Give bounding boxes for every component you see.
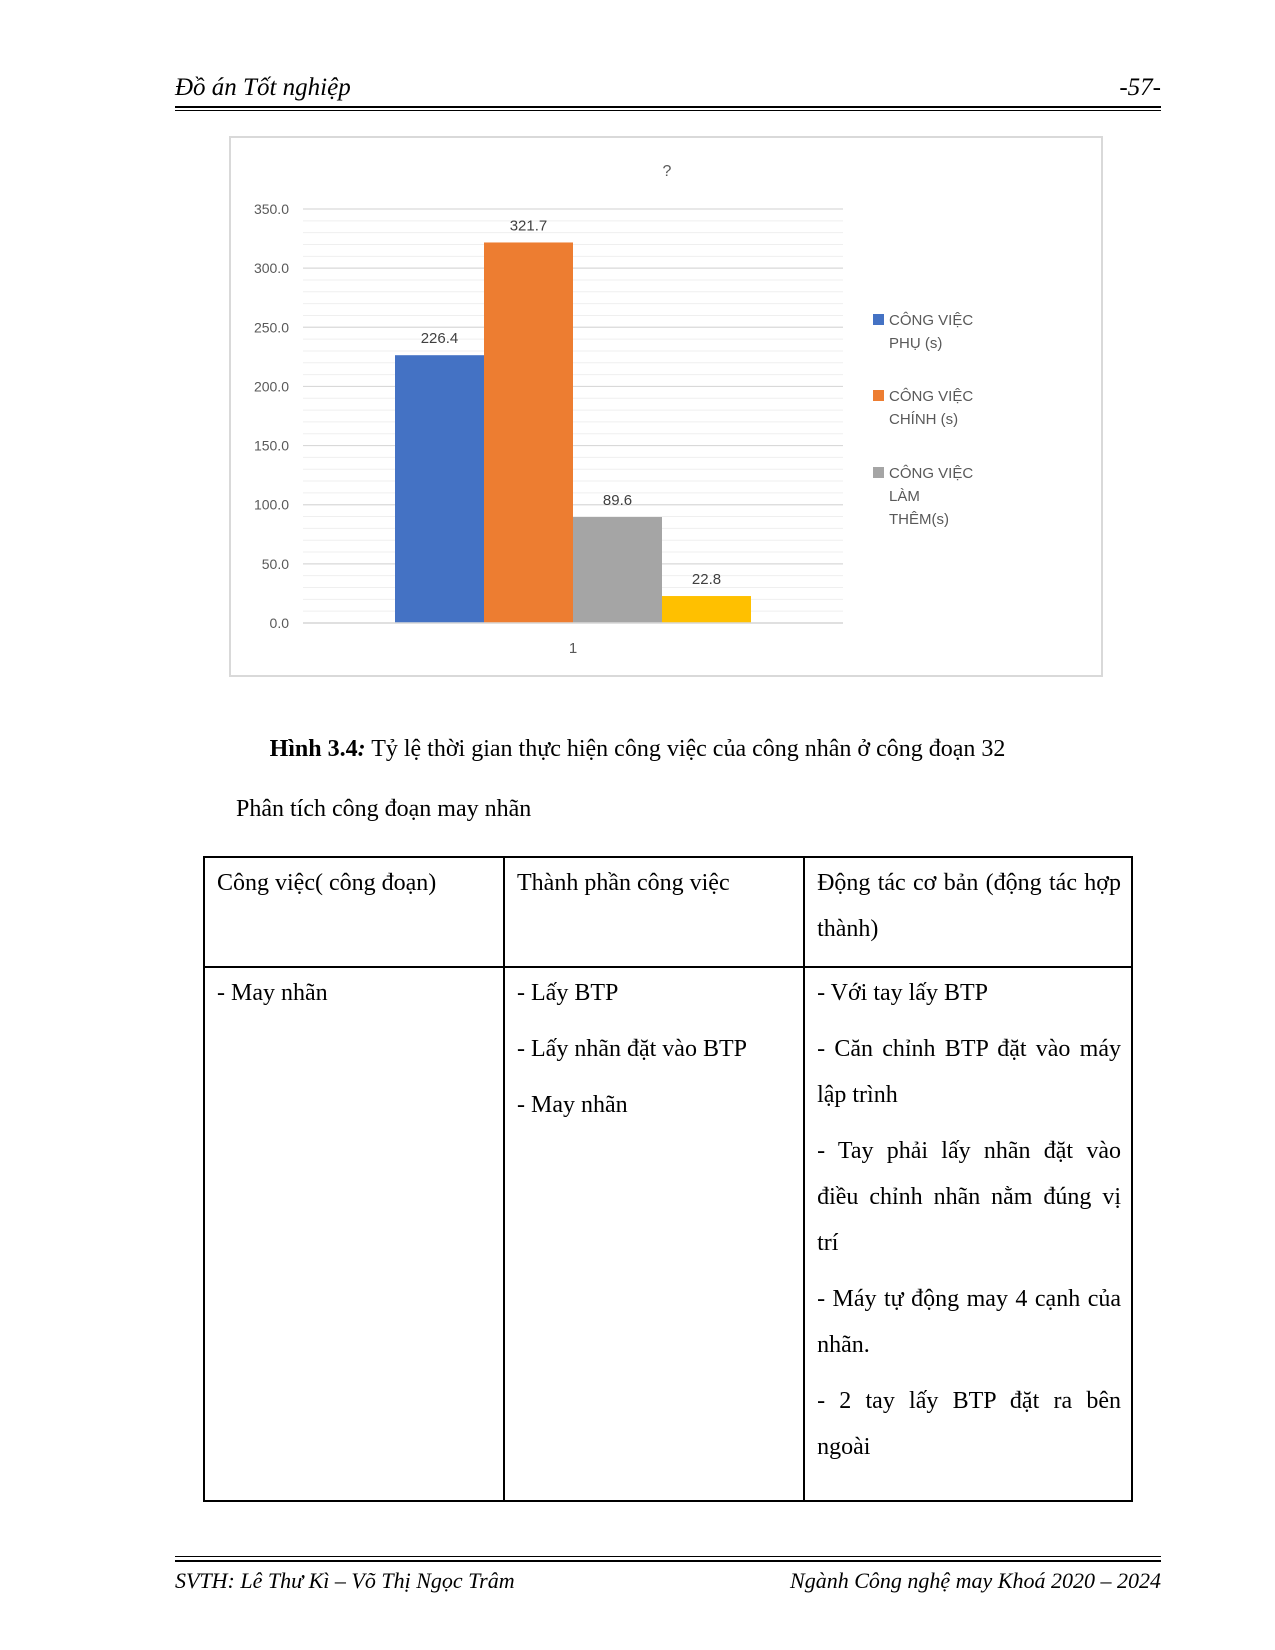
- cell-line: - Lấy BTP: [517, 980, 619, 1006]
- table-header-cell: Công việc( công đoạn): [204, 857, 504, 967]
- caption-label: Hình 3.4: [269, 736, 358, 762]
- footer-program: Ngành Công nghệ may Khoá 2020 – 2024: [790, 1568, 1161, 1593]
- y-tick-label: 100.0: [253, 496, 289, 513]
- table-header-cell: Thành phần công việc: [504, 857, 804, 967]
- y-tick-label: 150.0: [253, 437, 289, 454]
- cell-line: - 2 tay lấy BTP đặt ra bên ngoài: [817, 1388, 1121, 1460]
- footer-author: SVTH: Lê Thư Kì – Võ Thị Ngọc Trâm: [175, 1568, 515, 1593]
- cell-line: - Máy tự động may 4 cạnh của nhãn.: [817, 1286, 1121, 1358]
- y-tick-label: 0.0: [269, 615, 289, 631]
- footer-rule-thin: [175, 1556, 1161, 1557]
- chart-title: ?: [662, 163, 672, 180]
- cell-line: - Tay phải lấy nhãn đặt vào điều chỉnh nhãn nằm đúng vị trí: [817, 1138, 1121, 1256]
- cell-line: - May nhãn: [517, 1092, 628, 1118]
- header-rule-thin: [175, 110, 1161, 111]
- legend-label: CÔNG VIỆC: [889, 388, 974, 405]
- bar: [395, 355, 484, 623]
- legend-label: LÀM: [889, 488, 920, 505]
- work-analysis-table: [203, 856, 1133, 1502]
- cell-line: - Căn chỉnh BTP đặt vào máy lập trình: [817, 1036, 1121, 1108]
- bar: [662, 596, 751, 623]
- legend-swatch: [873, 467, 884, 478]
- caption-colon: :: [357, 736, 366, 762]
- table-header-cell: Động tác cơ bản (động tác hợp thành): [804, 857, 1132, 967]
- data-label: 226.4: [420, 330, 459, 348]
- table-header-row: [204, 857, 1132, 967]
- y-tick-label: 250.0: [253, 319, 289, 336]
- table-row: [204, 967, 1132, 1501]
- bar: [484, 242, 573, 623]
- legend-label: CHÍNH (s): [889, 411, 959, 428]
- document-title: Đồ án Tốt nghiệp: [175, 74, 351, 101]
- x-tick-label: 1: [568, 640, 578, 657]
- y-tick-label: 50.0: [261, 555, 289, 572]
- table-cell: [504, 967, 804, 1501]
- footer-rule: [175, 1560, 1161, 1562]
- legend-swatch: [873, 314, 884, 325]
- data-label: 89.6: [602, 492, 633, 510]
- legend-label: CÔNG VIỆC: [889, 312, 974, 329]
- legend-label: THÊM(s): [889, 511, 949, 528]
- bar-chart-svg: [231, 138, 1101, 675]
- cell-line: - May nhãn: [217, 980, 328, 1006]
- data-label: 321.7: [509, 217, 548, 235]
- bar-chart: [229, 136, 1103, 677]
- header-rule: [175, 106, 1161, 108]
- y-tick-label: 300.0: [253, 260, 289, 277]
- data-label: 22.8: [691, 571, 722, 589]
- cell-line: - Lấy nhãn đặt vào BTP: [517, 1036, 747, 1062]
- y-tick-label: 350.0: [253, 201, 289, 217]
- figure-caption: [0, 736, 1275, 763]
- page-number: -57-: [1119, 74, 1161, 101]
- legend-swatch: [873, 390, 884, 401]
- legend-label: PHỤ (s): [889, 335, 943, 352]
- legend-label: CÔNG VIỆC: [889, 465, 974, 482]
- section-paragraph: Phân tích công đoạn may nhãn: [236, 796, 532, 822]
- table-cell: [204, 967, 504, 1501]
- y-tick-label: 200.0: [253, 378, 289, 395]
- table-cell: [804, 967, 1132, 1501]
- caption-text: Tỷ lệ thời gian thực hiện công việc của công nhân ở công đoạn 32: [365, 736, 1006, 762]
- cell-line: - Với tay lấy BTP: [817, 980, 988, 1006]
- bar: [573, 517, 662, 623]
